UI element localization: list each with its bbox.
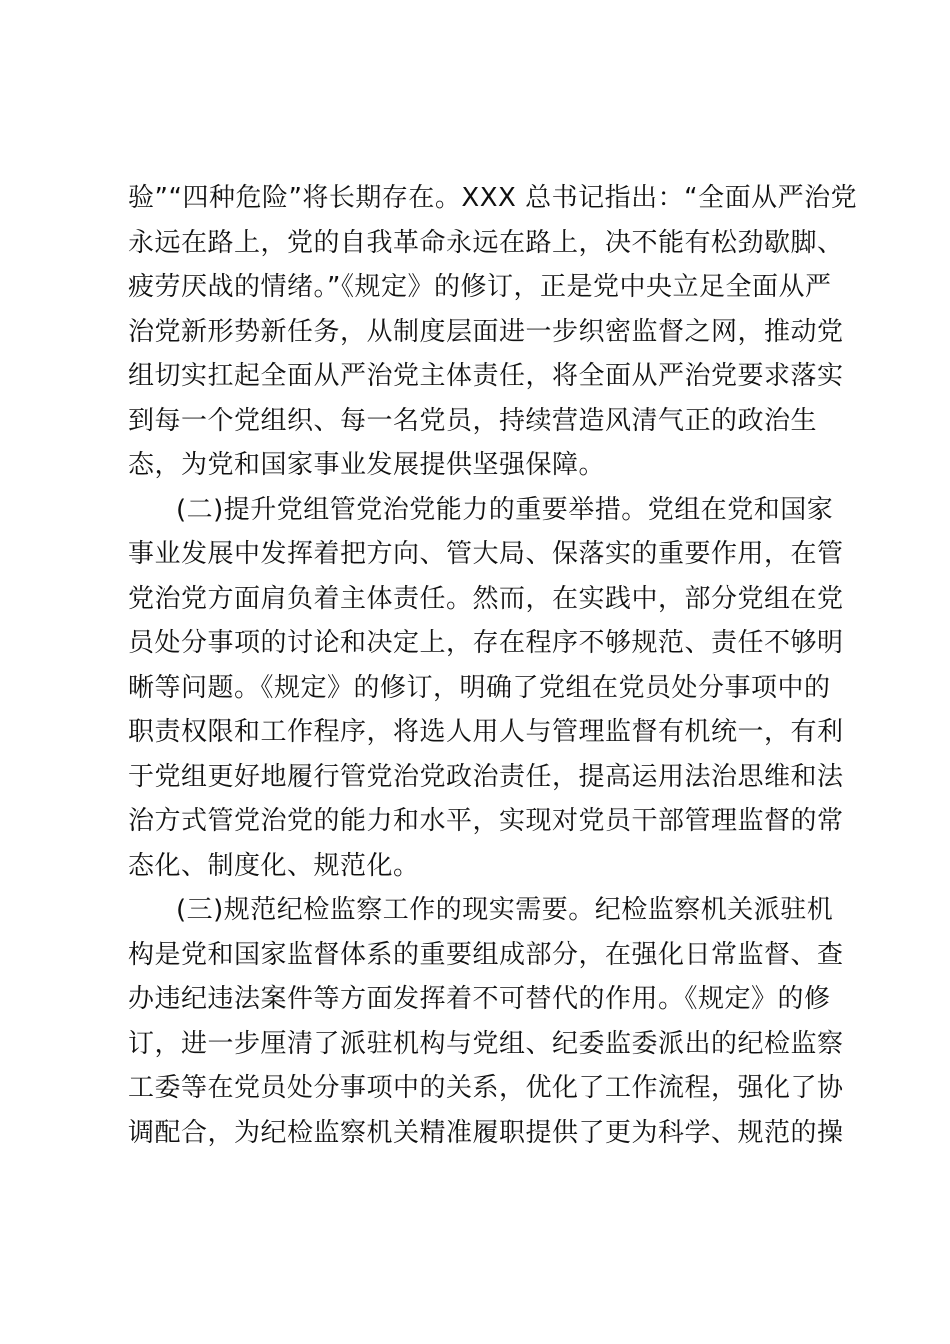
text-line: 工委等在党员处分事项中的关系，优化了工作流程，强化了协 xyxy=(128,1073,844,1103)
text-line: 治党新形势新任务，从制度层面进一步织密监督之网，推动党 xyxy=(128,316,844,347)
text-line: 构是党和国家监督体系的重要组成部分，在强化日常监督、查 xyxy=(128,939,844,970)
text-line: 事业发展中发挥着把方向、管大局、保落实的重要作用，在管 xyxy=(128,539,844,569)
text-line: 组切实扛起全面从严治党主体责任，将全面从严治党要求落实 xyxy=(128,361,844,391)
text-line: 员处分事项的讨论和决定上，存在程序不够规范、责任不够明 xyxy=(128,628,844,658)
text-line: 疲劳厌战的情绪。”《规定》的修订，正是党中央立足全面从严 xyxy=(128,272,832,302)
text-line: 到每一个党组织、每一名党员，持续营造风清气正的政治生 xyxy=(128,405,818,436)
text-line: 职责权限和工作程序，将选人用人与管理监督有机统一，有利 xyxy=(128,717,844,747)
text-line: 态，为党和国家事业发展提供坚强保障。 xyxy=(128,450,606,480)
text-line: 办违纪违法案件等方面发挥着不可替代的作用。《规定》的修 xyxy=(128,984,831,1014)
text-line: 于党组更好地履行管党治党政治责任，提高运用法治思维和法 xyxy=(128,761,844,792)
section-heading-line: (三)规范纪检监察工作的现实需要。纪检监察机关派驻机 xyxy=(176,895,834,925)
text-line: 调配合，为纪检监察机关精准履职提供了更为科学、规范的操 xyxy=(128,1117,844,1148)
text-line: 永远在路上，党的自我革命永远在路上，决不能有松劲歇脚、 xyxy=(128,227,844,258)
text-line: 晰等问题。《规定》的修订，明确了党组在党员处分事项中的 xyxy=(128,672,831,703)
text-line: 验”“四种危险”将长期存在。XXX 总书记指出：“全面从严治党 xyxy=(128,183,858,213)
text-line: 党治党方面肩负着主体责任。然而，在实践中，部分党组在党 xyxy=(128,583,844,614)
text-line: 订，进一步厘清了派驻机构与党组、纪委监委派出的纪检监察 xyxy=(128,1028,844,1059)
text-line: 态化、制度化、规范化。 xyxy=(128,850,420,881)
text-line: 治方式管党治党的能力和水平，实现对党员干部管理监督的常 xyxy=(128,806,844,836)
section-heading-line: (二)提升党组管党治党能力的重要举措。党组在党和国家 xyxy=(176,494,834,525)
body-text xyxy=(128,176,858,1155)
